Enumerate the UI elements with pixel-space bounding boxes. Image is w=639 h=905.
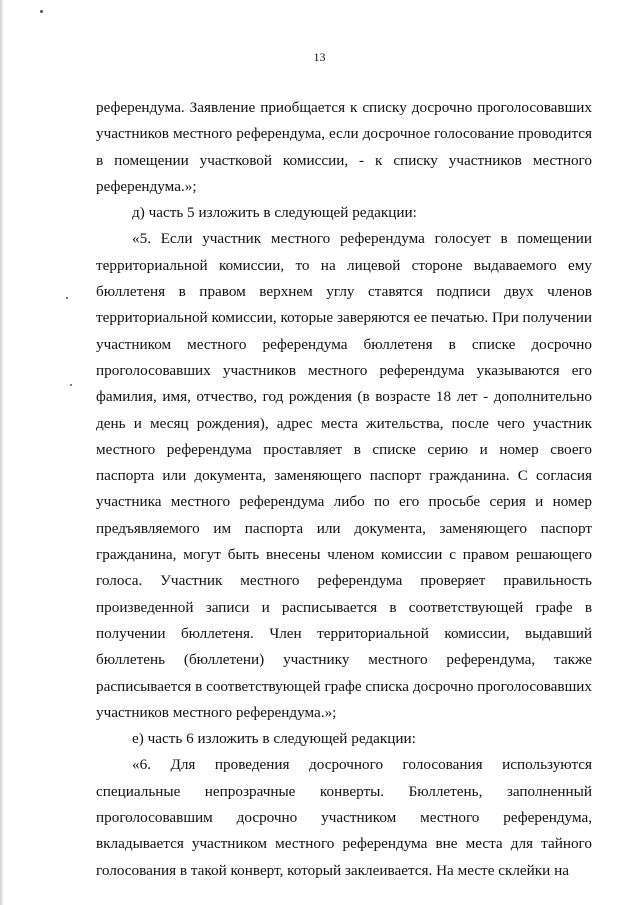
scan-edge-shadow: [0, 0, 4, 905]
paragraph-part-6: «6. Для проведения досрочного голосования используются специальные непрозрачные конверты. Бюллетень, заполненный проголосовавшим досрочно участником местного референдума, вкладывается участником местного референдума вне места для тайного голосования в такой конверт, который заклеивается. На месте склейки на: [96, 756, 592, 879]
paragraph-part-5: «5. Если участник местного референдума голосует в помещении территориальной комиссии, то на лицевой стороне выдаваемого ему бюллетеня в правом верхнем углу ставятся подписи двух членов территориальной комиссии, которые заверяются ее печатью. При получении участником местного референдума бюллетеня в списке досрочно проголосовавших участников местного референдума указываются его фамилия, имя, отчество, год рождения (в возрасте 18 лет - дополнительно день и месяц рождения), адрес места жительства, после чего участник местного референдума проставляет в списке серию и номер своего паспорта или документа, заменяющего паспорт гражданина. С согласия участника местного референдума либо по его просьбе серия и номер предъявляемого им паспорта или документа, заменяющего паспорт гражданина, могут быть внесены членом комиссии с правом решающего голоса. Участник местного референдума проверяет правильность произведенной записи и расписывается в соответствующей графе в получении бюллетеня. Член территориальной комиссии, выдавший бюллетень (бюллетени) участнику местного референдума, также расписывается в соответствующей графе списка досрочно проголосовавших участников местного референдума.»;: [96, 230, 592, 721]
paragraph-item-e: е) часть 6 изложить в следующей редакции:: [132, 730, 416, 748]
scan-speck: [70, 384, 72, 386]
scan-speck: [40, 10, 43, 13]
paragraph-continuation: референдума. Заявление приобщается к списку досрочно проголосовавших участников местного референдума, если досрочное голосование проводится в помещении участковой комиссии, - к списку участников местного референдума.»;: [96, 99, 592, 195]
page-number: 13: [313, 50, 326, 64]
paragraph-item-d: д) часть 5 изложить в следующей редакции:: [132, 204, 417, 222]
document-body: [96, 95, 592, 884]
scan-speck: [66, 297, 68, 299]
